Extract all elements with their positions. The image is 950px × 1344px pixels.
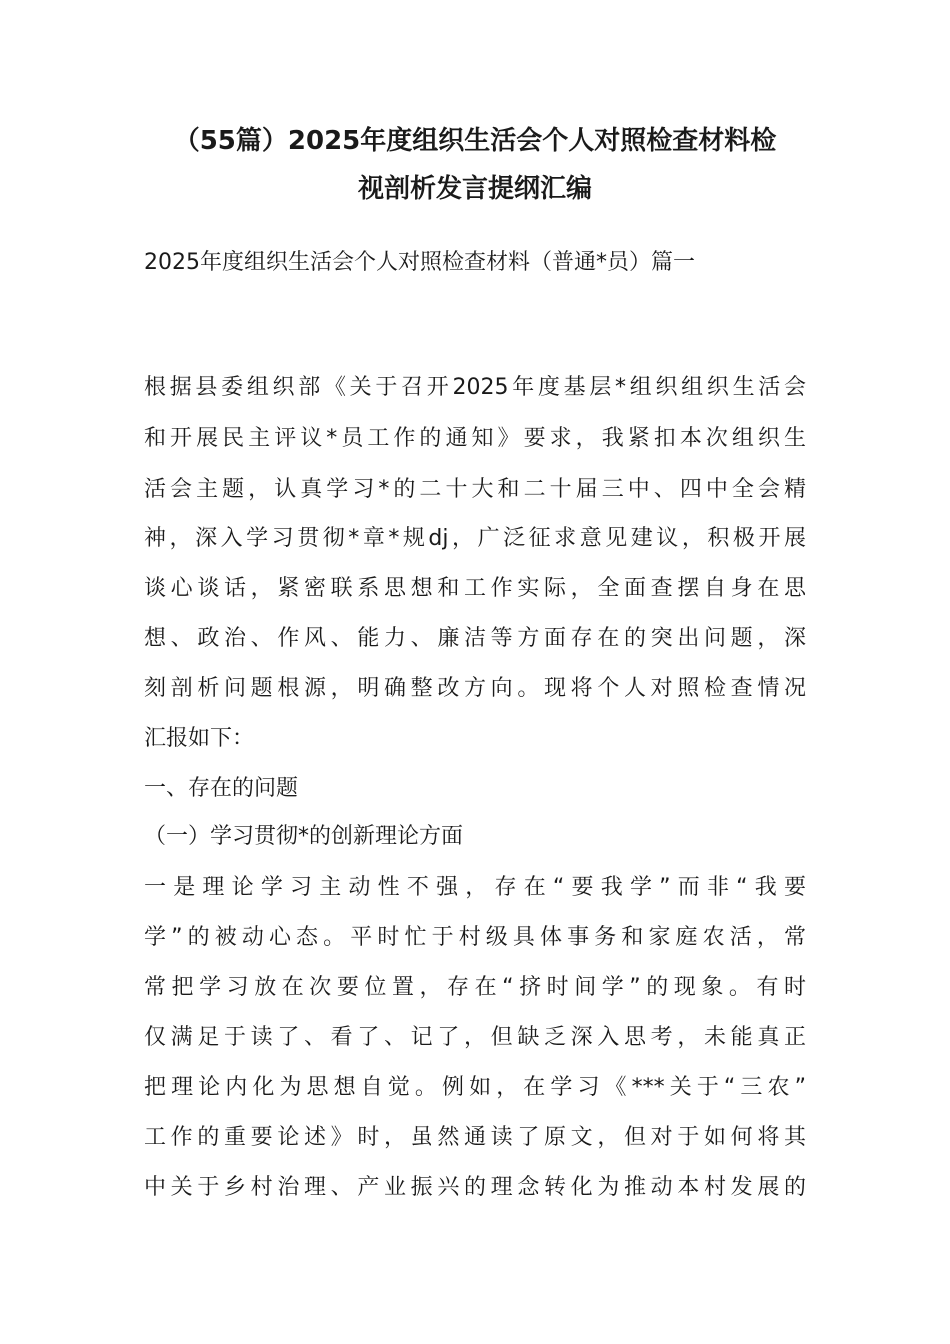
body-line: 工作的重要论述》时，虽然通读了原文，但对于如何将其	[144, 1125, 806, 1150]
intro-line: 根据县委组织部《关于召开2025年度基层*组织组织生活会	[144, 375, 806, 400]
body-line: 一是理论学习主动性不强，存在“要我学”而非“我要	[144, 875, 806, 900]
body-line: 中关于乡村治理、产业振兴的理念转化为推动本村发展的	[144, 1175, 806, 1200]
body-line: 常把学习放在次要位置，存在“挤时间学”的现象。有时	[144, 975, 806, 1000]
section-heading: 一、存在的问题	[144, 776, 299, 801]
body-line: 学”的被动心态。平时忙于村级具体事务和家庭农活，常	[144, 925, 806, 950]
document-title-line-2: 视剖析发言提纲汇编	[357, 174, 592, 204]
intro-line: 神，深入学习贯彻*章*规dj，广泛征求意见建议，积极开展	[144, 526, 806, 551]
intro-line: 和开展民主评议*员工作的通知》要求，我紧扣本次组织生	[144, 426, 806, 451]
intro-line: 谈心谈话，紧密联系思想和工作实际，全面查摆自身在思	[144, 576, 806, 601]
subsection-heading: （一）学习贯彻*的创新理论方面	[144, 824, 464, 849]
document-title-line-1: （55篇）2025年度组织生活会个人对照检查材料检	[173, 126, 777, 156]
intro-line: 想、政治、作风、能力、廉洁等方面存在的突出问题，深	[144, 626, 806, 651]
body-line: 把理论内化为思想自觉。例如，在学习《***关于“三农”	[144, 1075, 806, 1100]
intro-line: 活会主题，认真学习*的二十大和二十届三中、四中全会精	[144, 477, 806, 502]
body-line: 仅满足于读了、看了、记了，但缺乏深入思考，未能真正	[144, 1025, 806, 1050]
article-subtitle: 2025年度组织生活会个人对照检查材料（普通*员）篇一	[144, 250, 695, 275]
intro-line: 刻剖析问题根源，明确整改方向。现将个人对照检查情况	[144, 676, 806, 701]
intro-line: 汇报如下：	[144, 726, 255, 751]
